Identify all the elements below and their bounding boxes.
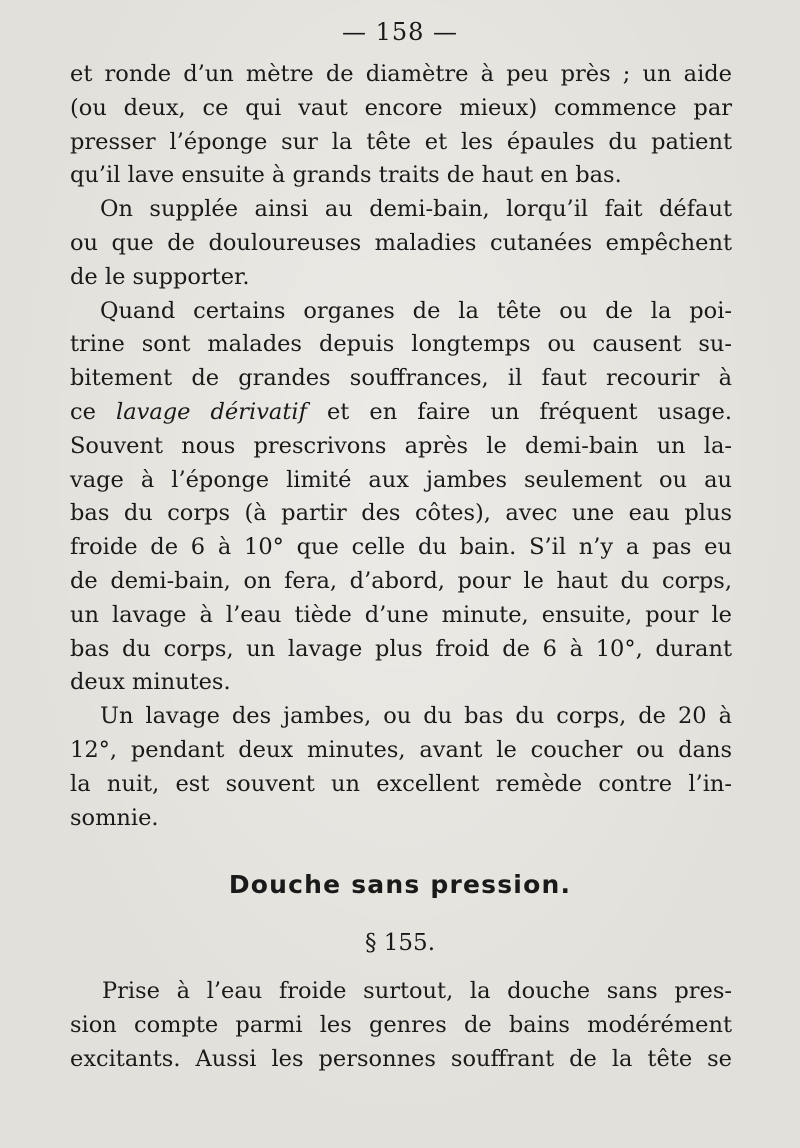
text-line: de demi-bain, on fera, d’abord, pour le haut du corps, (70, 567, 732, 594)
text-line: bas du corps, un lavage plus froid de 6 à 10°, durant (70, 635, 732, 662)
text-line: de le supporter. (70, 263, 250, 290)
text-fragment: ce (70, 398, 116, 425)
text-line: somnie. (70, 804, 159, 831)
text-line: excitants. Aussi les personnes souffrant de la tête se (70, 1045, 732, 1072)
section-heading: Douche sans pression. (228, 870, 572, 899)
text-line-with-italic (70, 396, 732, 430)
text-line: Souvent nous prescrivons après le demi-bain un la- (70, 432, 732, 459)
body-text (70, 58, 732, 835)
text-line: 12°, pendant deux minutes, avant le coucher ou dans (70, 736, 732, 763)
text-line: sion compte parmi les genres de bains modérément (70, 1011, 732, 1038)
page-number: — 158 — (341, 18, 459, 46)
text-line: vage à l’éponge limité aux jambes seulement ou au (70, 466, 732, 493)
section-number: § 155. (364, 930, 436, 956)
text-line: presser l’éponge sur la tête et les épaules du patient (70, 128, 732, 155)
italic-term: lavage dérivatif (116, 398, 307, 425)
body-text-continued (70, 975, 732, 1076)
text-line: On supplée ainsi au demi-bain, lorqu’il fait défaut (100, 196, 732, 223)
text-line: (ou deux, ce qui vaut encore mieux) commence par (70, 94, 732, 121)
text-line: trine sont malades depuis longtemps ou causent su- (70, 331, 732, 358)
text-line: Un lavage des jambes, ou du bas du corps, de 20 à (100, 703, 732, 730)
text-line: ou que de douloureuses maladies cutanées empêchent (70, 229, 732, 256)
text-line: Quand certains organes de la tête ou de la poi- (100, 297, 732, 324)
text-line: bas du corps (à partir des côtes), avec une eau plus (70, 500, 732, 527)
text-line: froide de 6 à 10° que celle du bain. S’il n’y a pas eu (70, 534, 732, 561)
text-line: et ronde d’un mètre de diamètre à peu près ; un aide (70, 61, 732, 87)
text-fragment: et en faire un fréquent usage. (306, 398, 733, 425)
text-line: la nuit, est souvent un excellent remède contre l’in- (70, 770, 732, 797)
text-line: qu’il lave ensuite à grands traits de haut en bas. (70, 162, 622, 189)
text-line: un lavage à l’eau tiède d’une minute, ensuite, pour le (70, 601, 732, 628)
text-line: Prise à l’eau froide surtout, la douche sans pres- (102, 978, 732, 1004)
text-line: bitement de grandes souffrances, il faut recourir à (70, 365, 732, 392)
text-line: deux minutes. (70, 669, 231, 696)
